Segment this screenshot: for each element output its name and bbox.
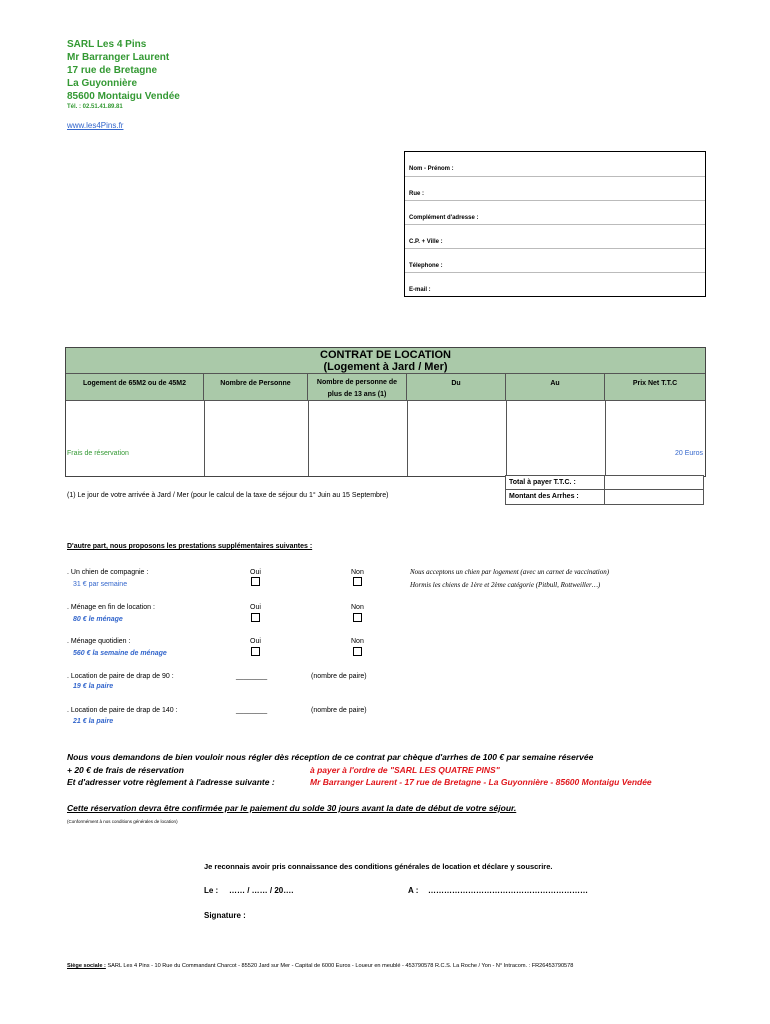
form-field-email[interactable]: E-mail : [405, 272, 705, 297]
form-field-phone[interactable]: Télephone : [405, 248, 705, 273]
service-dog-yes-label: Oui [250, 569, 261, 576]
client-info-form [404, 151, 706, 297]
service-dog-label: . Un chien de compagnie : [67, 569, 149, 576]
signature-label: Signature : [204, 911, 246, 920]
col-header-price: Prix Net T.T.C [605, 374, 705, 400]
service-sheets-90-label: . Location de paire de drap de 90 : [67, 673, 174, 680]
service-dog-no-checkbox[interactable] [353, 577, 362, 586]
date-label: Le : [204, 886, 219, 895]
service-dog-yes-checkbox[interactable] [251, 577, 260, 586]
service-final-cleaning-yes-label: Oui [250, 604, 261, 611]
contract-subtitle: (Logement à Jard / Mer) [323, 361, 448, 373]
conditions-note: (Conformément à nos conditions générales de location) [67, 819, 178, 824]
service-final-cleaning-yes-checkbox[interactable] [251, 613, 260, 622]
cell-from[interactable] [407, 400, 507, 476]
service-daily-cleaning-no-checkbox[interactable] [353, 647, 362, 656]
contract-table [65, 347, 706, 477]
footer-text: SARL Les 4 Pins - 10 Rue du Commandant Charcot - 85520 Jard sur Mer - Capital de 6000 Euros - Loueur en meublé - 453790578 R.C.S. La Roche / Yon - N° Intracom. : FR26453790578 [107, 963, 574, 969]
company-website-link[interactable]: www.les4Pins.fr [67, 121, 124, 130]
confirmation-notice: Cette réservation devra être confirmée par le paiement du solde 30 jours avant la date de début de votre séjour. [67, 803, 517, 813]
service-sheets-140-quantity-field[interactable]: ________ [236, 707, 268, 714]
dog-note-2: Hormis les chiens de 1ère et 2ème catégorie (Pitbull, Rottweiller…) [410, 581, 601, 589]
reservation-fee-label: Frais de réservation [67, 450, 129, 457]
service-daily-cleaning-no-label: Non [351, 638, 364, 645]
company-street: 17 rue de Bretagne [67, 65, 158, 76]
contract-title: CONTRAT DE LOCATION [320, 349, 451, 361]
deposit-label: Montant des Arrhes : [506, 490, 605, 504]
service-dog-price: 31 € par semaine [73, 581, 128, 588]
service-sheets-90-price: 19 € la paire [73, 683, 114, 690]
deposit-value-field[interactable] [605, 490, 703, 504]
service-daily-cleaning-yes-label: Oui [250, 638, 261, 645]
cell-price[interactable] [605, 400, 705, 476]
reservation-fee-value: 20 Euros [674, 450, 703, 457]
total-label: Total à payer T.T.C. : [506, 476, 605, 490]
payment-line-3-left: Et d'adresser votre règlement à l'adresse suivante : [67, 777, 275, 787]
contract-footnote: (1) Le jour de votre arrivée à Jard / Mer (pour le calcul de la taxe de séjour du 1° Juin au 15 Septembre) [67, 492, 389, 499]
col-header-persons: Nombre de Personne [204, 374, 308, 400]
footer [67, 963, 573, 969]
service-final-cleaning-price: 80 € le ménage [73, 616, 123, 623]
service-final-cleaning-no-label: Non [351, 604, 364, 611]
payment-line-1: Nous vous demandons de bien vouloir nous régler dès réception de ce contrat par chèque d'arrhes de 100 € par semaine réservée [67, 752, 594, 762]
company-name: SARL Les 4 Pins [67, 39, 147, 50]
place-field[interactable]: …………………………………………………… [428, 886, 588, 895]
place-label: A : [408, 886, 419, 895]
company-contact: Mr Barranger Laurent [67, 52, 170, 63]
services-heading: D'autre part, nous proposons les prestations supplémentaires suivantes : [67, 543, 313, 550]
footer-label: Siège sociale : [67, 963, 106, 969]
acknowledgement-text: Je reconnais avoir pris connaissance des conditions générales de location et déclare y souscrire. [204, 862, 553, 871]
col-header-from: Du [407, 374, 506, 400]
totals-block [505, 475, 704, 505]
form-field-address-extra[interactable]: Complément d'adresse : [405, 200, 705, 225]
cell-persons-13[interactable] [308, 400, 408, 476]
service-daily-cleaning-yes-checkbox[interactable] [251, 647, 260, 656]
service-final-cleaning-label: . Ménage en fin de location : [67, 604, 155, 611]
form-field-postcode-city[interactable]: C.P. + Ville : [405, 224, 705, 249]
service-dog-no-label: Non [351, 569, 364, 576]
col-header-housing: Logement de 65M2 ou de 45M2 [66, 374, 204, 400]
form-field-name[interactable]: Nom - Prénom : [409, 166, 454, 172]
service-final-cleaning-no-checkbox[interactable] [353, 613, 362, 622]
service-sheets-140-label: . Location de paire de drap de 140 : [67, 707, 178, 714]
service-sheets-90-unit: (nombre de paire) [311, 673, 367, 680]
form-field-street[interactable]: Rue : [405, 176, 705, 201]
cell-persons[interactable] [204, 400, 309, 476]
col-header-to: Au [506, 374, 605, 400]
date-field[interactable]: …… / …… / 20…. [229, 886, 294, 895]
service-daily-cleaning-label: . Ménage quotidien : [67, 638, 131, 645]
cell-housing[interactable] [66, 400, 205, 476]
payment-line-2-right: à payer à l'ordre de "SARL LES QUATRE PINS" [310, 765, 500, 775]
company-city: 85600 Montaigu Vendée [67, 91, 180, 102]
col-header-persons-13: Nombre de personne de plus de 13 ans (1) [308, 374, 407, 400]
service-sheets-140-unit: (nombre de paire) [311, 707, 367, 714]
company-place: La Guyonnière [67, 78, 138, 89]
dog-note-1: Nous acceptons un chien par logement (avec un carnet de vaccination) [410, 568, 610, 576]
service-sheets-90-quantity-field[interactable]: ________ [236, 673, 268, 680]
payment-line-2-left: + 20 € de frais de réservation [67, 765, 184, 775]
contract-title-bar [66, 348, 705, 374]
total-value-field[interactable] [605, 476, 703, 490]
service-sheets-140-price: 21 € la paire [73, 718, 114, 725]
payment-line-3-right: Mr Barranger Laurent - 17 rue de Bretagne - La Guyonnière - 85600 Montaigu Vendée [310, 777, 652, 787]
company-phone: Tél. : 02.51.41.89.81 [67, 104, 123, 110]
cell-to[interactable] [506, 400, 606, 476]
service-daily-cleaning-price: 560 € la semaine de ménage [73, 650, 167, 657]
company-block [67, 38, 180, 103]
